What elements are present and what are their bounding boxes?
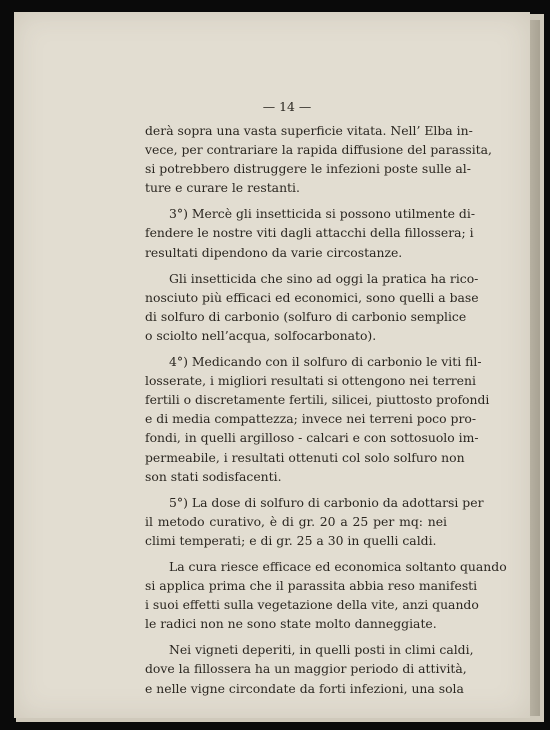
- text-line: 3°) Mercè gli insetticida si possono utilmente di-: [169, 206, 476, 222]
- text-line: fendere le nostre viti dagli attacchi della fillossera; i: [145, 225, 474, 241]
- text-line: losserate, i migliori resultati si ottengono nei terreni: [145, 373, 476, 389]
- text-line: il metodo curativo, è di gr. 20 a 25 per mq: nei: [145, 513, 447, 529]
- text-line: o sciolto nell’acqua, solfocarbonato).: [145, 327, 377, 343]
- text-line: le radici non ne sono state molto danneggiate.: [145, 616, 437, 632]
- text-line: di solfuro di carbonio (solfuro di carbonio semplice: [145, 308, 467, 324]
- text-line: La cura riesce efficace ed economica soltanto quando: [169, 558, 507, 574]
- text-line: ture e curare le restanti.: [145, 180, 300, 196]
- text-line: e di media compattezza; invece nei terreni poco pro-: [145, 411, 477, 427]
- text-line: permeabile, i resultati ottenuti col solo solfuro non: [145, 449, 465, 465]
- text-line: resultati dipendono da varie circostanze.: [145, 244, 403, 260]
- text-line: derà sopra una vasta superficie vitata. Nell’ Elba in-: [145, 123, 473, 138]
- text-line: climi temperati; e di gr. 25 a 30 in quelli caldi.: [145, 532, 437, 548]
- text-line: vece, per contrariare la rapida diffusione del parassita,: [145, 142, 492, 158]
- text-line: Nei vigneti deperiti, in quelli posti in climi caldi,: [169, 642, 474, 658]
- text-line: son stati sodisfacenti.: [145, 468, 282, 484]
- text-line: nosciuto più efficaci ed economici, sono quelli a base: [145, 289, 479, 305]
- page-number: — 14 —: [262, 99, 312, 114]
- text-line: 4°) Medicando con il solfuro di carbonio le viti fil-: [169, 354, 482, 370]
- body-text: [145, 121, 507, 698]
- text-line: dove la fillossera ha un maggior periodo di attività,: [145, 661, 467, 677]
- text-line: 5°) La dose di solfuro di carbonio da adottarsi per: [169, 494, 484, 510]
- text-line: si potrebbero distruggere le infezioni poste sulle al-: [145, 161, 471, 177]
- text-line: si applica prima che il parassita abbia reso manifesti: [145, 578, 478, 594]
- text-line: Gli insetticida che sino ad oggi la pratica ha rico-: [169, 270, 479, 286]
- text-line: fertili o discretamente fertili, silicei, piuttosto profondi: [145, 392, 490, 408]
- text-line: i suoi effetti sulla vegetazione della vite, anzi quando: [145, 597, 479, 613]
- text-line: fondi, in quelli argilloso - calcari e con sottosuolo im-: [145, 430, 479, 446]
- text-line: e nelle vigne circondate da forti infezioni, una sola: [145, 680, 464, 696]
